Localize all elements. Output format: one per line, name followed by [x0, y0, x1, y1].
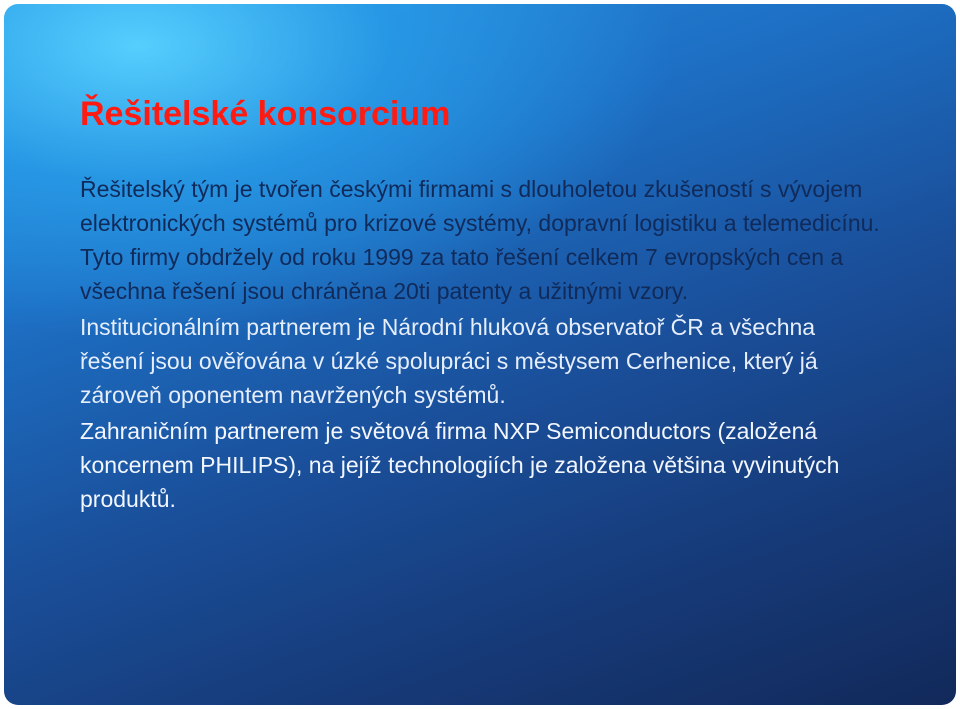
slide-body: [80, 172, 880, 518]
slide: [4, 4, 956, 705]
slide-title: Řešitelské konsorcium: [80, 95, 451, 133]
paragraph-institutional-partner: Institucionálním partnerem je Národní hluková observatoř ČR a všechna řešení jsou ověřována v úzké spolupráci s městysem Cerhenice, který já zároveň oponentem navržených systémů.: [80, 314, 818, 408]
paragraph-foreign-partner: Zahraničním partnerem je světová firma NXP Semiconductors (založená koncernem PHILIPS), na jejíž technologiích je založena většina vyvinutých produktů.: [80, 418, 840, 512]
paragraph-consortium: Řešitelský tým je tvořen českými firmami s dlouholetou zkušeností s vývojem elektronických systémů pro krizové systémy, dopravní logistiku a telemedicínu. Tyto firmy obdržely od roku 1999 za tato řešení celkem 7 evropských cen a všechna řešení jsou chráněna 20ti patenty a užitnými vzory.: [80, 176, 880, 304]
